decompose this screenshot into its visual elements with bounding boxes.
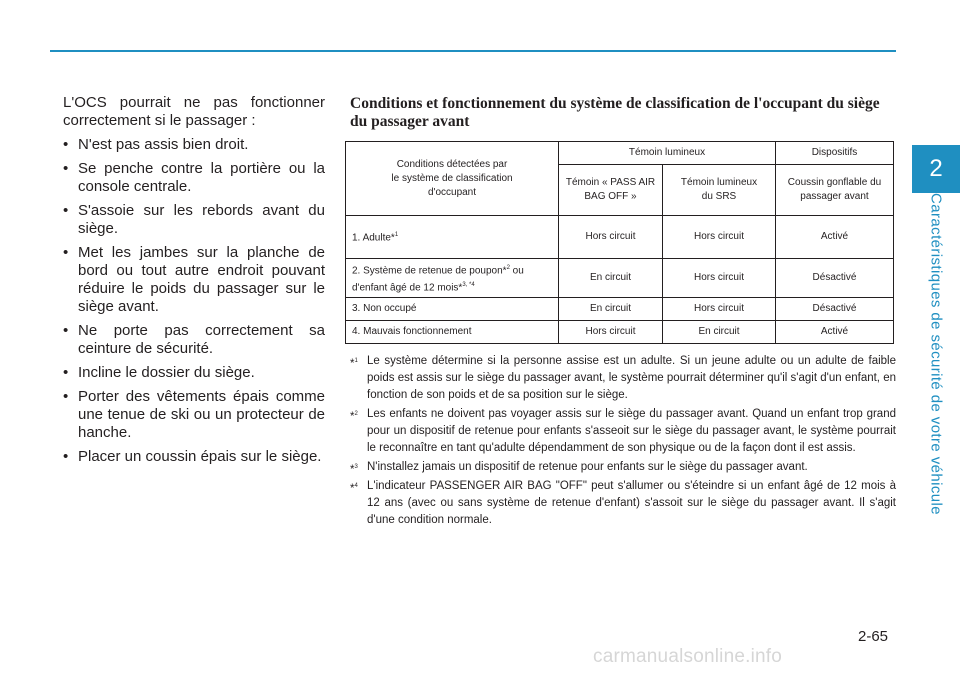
- cell-srs: En circuit: [663, 321, 776, 344]
- cell-airbag: Activé: [776, 321, 894, 344]
- classification-table: [345, 141, 894, 344]
- section-heading: Conditions et fonctionnement du système de classification de l'occupant du siège du passager avant: [350, 95, 880, 130]
- header-temoin: Témoin lumineux: [559, 142, 776, 165]
- footnotes: [350, 353, 896, 531]
- subheader-coussin: Coussin gonflable du passager avant: [776, 165, 894, 216]
- subheader-pass-air-bag: Témoin « PASS AIR BAG OFF »: [559, 165, 663, 216]
- cell-pass-air-bag: En circuit: [559, 259, 663, 298]
- cell-pass-air-bag: Hors circuit: [559, 216, 663, 259]
- cell-srs: Hors circuit: [663, 216, 776, 259]
- watermark-text: carmanualsonline.info: [593, 646, 783, 667]
- chapter-number-tab: 2: [912, 145, 960, 193]
- list-item: • Porter des vêtements épais comme une tenue de ski ou un protecteur de hanche.: [63, 388, 325, 442]
- header-conditions: Conditions détectées par le système de classification d'occupant: [346, 142, 559, 216]
- cell-pass-air-bag: Hors circuit: [559, 321, 663, 344]
- list-item: • Se penche contre la portière ou la console centrale.: [63, 160, 325, 196]
- chapter-title-vertical: Caractéristiques de sécurité de votre véhicule: [927, 193, 945, 515]
- list-item: • N'est pas assis bien droit.: [63, 136, 325, 154]
- subheader-srs: Témoin lumineux du SRS: [663, 165, 776, 216]
- footnote: *$^2$ Les enfants ne doivent pas voyager assis sur le siège du passager avant. Quand un enfant trop grand pour un dispositif de retenue pour enfants s'asseoit sur le siège du passager avant, le système pourrait le reconnaître en tant qu'adulte dépendamment de son physique ou de la façon dont il est assis.: [350, 408, 896, 454]
- table-row: [346, 321, 894, 344]
- cell-airbag: Désactivé: [776, 259, 894, 298]
- cell-pass-air-bag: En circuit: [559, 298, 663, 321]
- cell-airbag: Désactivé: [776, 298, 894, 321]
- page-number: 2-65: [858, 628, 889, 645]
- footnote: *$^4$ L'indicateur PASSENGER AIR BAG "OFF" peut s'allumer ou s'éteindre si un enfant âgé de 12 mois à 12 ans (avec ou sans système de retenue d'enfant) s'assoit sur le siège du passager avant. Il s'agit d'une condition normale.: [350, 480, 896, 526]
- list-item: • Met les jambes sur la planche de bord ou tout autre endroit pouvant réduire le poids du passager sur le siège avant.: [63, 244, 325, 316]
- table-row: [346, 298, 894, 321]
- row-label: 4. Mauvais fonctionnement: [346, 321, 559, 344]
- left-column: [63, 94, 325, 472]
- list-item: • Ne porte pas correctement sa ceinture de sécurité.: [63, 322, 325, 358]
- row-label: 1. Adulte*$^1$: [346, 216, 559, 259]
- header-dispositifs: Dispositifs: [776, 142, 894, 165]
- row-label: 2. Système de retenue de poupon*$^2$ ou d'enfant âgé de 12 mois*$^{3, *4}$: [346, 259, 559, 298]
- row-label: 3. Non occupé: [346, 298, 559, 321]
- table-row: [346, 216, 894, 259]
- list-item: • Incline le dossier du siège.: [63, 364, 325, 382]
- cell-srs: Hors circuit: [663, 298, 776, 321]
- intro-text: L'OCS pourrait ne pas fonctionner correctement si le passager :: [63, 94, 325, 129]
- header-rule: [50, 50, 896, 52]
- list-item: • S'assoie sur les rebords avant du siège.: [63, 202, 325, 238]
- cell-airbag: Activé: [776, 216, 894, 259]
- condition-list: [63, 136, 325, 466]
- table-row: [346, 259, 894, 298]
- footnote: *$^1$ Le système détermine si la personne assise est un adulte. Si un jeune adulte ou un adulte de faible poids est assis sur le siège du passager avant, le système pourrait déterminer qu'il s'agit d'un enfant, en fonction de son poids et de sa position sur le siège.: [350, 355, 896, 401]
- list-item: • Placer un coussin épais sur le siège.: [63, 448, 325, 466]
- footnote: *$^3$ N'installez jamais un dispositif de retenue pour enfants sur le siège du passager avant.: [350, 461, 808, 476]
- cell-srs: Hors circuit: [663, 259, 776, 298]
